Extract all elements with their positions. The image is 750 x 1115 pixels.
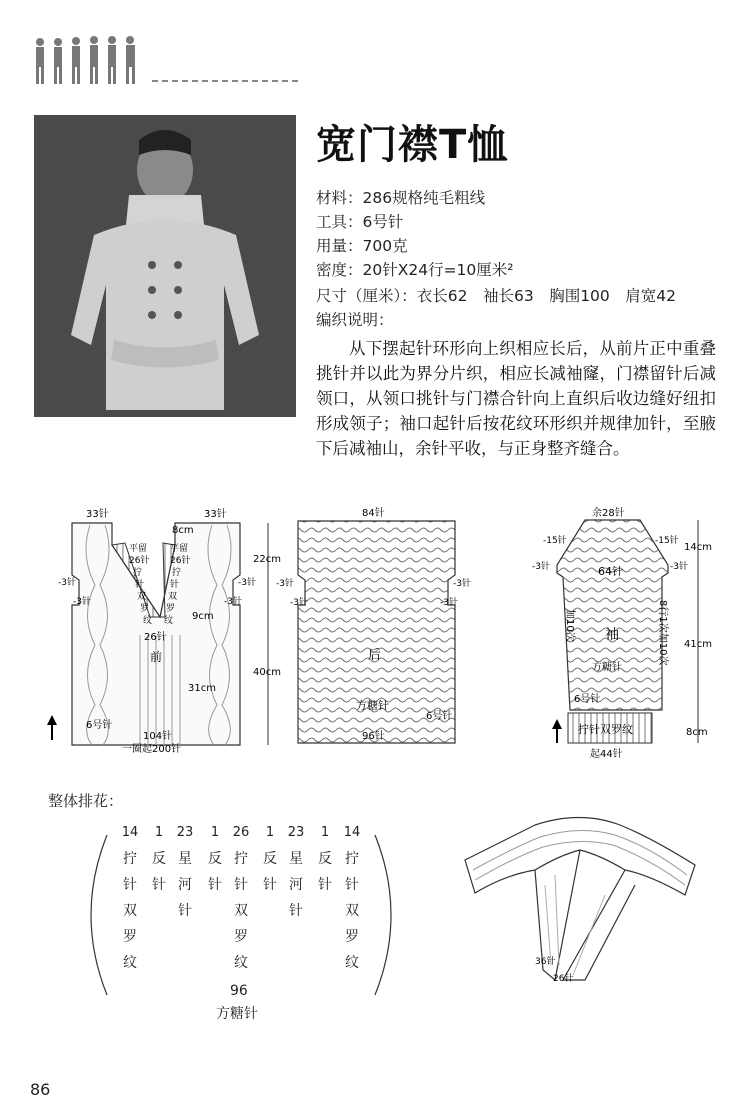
arrangement-column-char: 针 [123, 877, 137, 893]
sleeve-dec-left-2: -3针 [532, 562, 550, 572]
sleeve-count: 64针 [598, 565, 623, 578]
sleeve-label: 袖 [605, 627, 619, 643]
arrangement-column-char: 双 [345, 903, 359, 919]
arrangement-column-char: 拧 [123, 851, 137, 867]
arrangement-column-count: 14 [121, 825, 139, 840]
density-line: 密度：20针X24行=10厘米² [316, 261, 514, 279]
arrangement-column-count: 1 [265, 825, 275, 840]
collar-label-36: 36针 [535, 957, 556, 967]
front-left-band-2: 26针 [129, 556, 150, 566]
sleeve-pattern: 方糖针 [592, 662, 622, 673]
front-dec-right-1: -3针 [238, 578, 256, 588]
front-left-band-4: 针 [135, 580, 145, 590]
amount-line: 用量：700克 [316, 237, 408, 255]
front-depth-9: 9cm [192, 611, 214, 622]
arrangement-column-char: 针 [234, 877, 248, 893]
arrangement-column [147, 820, 171, 898]
sleeve-height-41: 41cm [684, 639, 712, 650]
arrangement-column [340, 820, 364, 976]
arrangement-column-char: 针 [345, 877, 359, 893]
page-number: 86 [30, 1080, 51, 1099]
instructions-paragraph: 从下摆起针环形向上织相应长后，从前片正中重叠挑针并以此为界分片织，相应长减袖窿，门襟留针后减领口，从领口挑针与门襟合针向上直织后收边缝好纽扣形成领子；袖口起针后按花纹环形织并规律加针，至腋下后减袖山，余针平收，与正身整齐缝合。 [316, 339, 716, 458]
arrangement-column-char: 反 [208, 851, 222, 867]
arrangement-column-count: 1 [154, 825, 164, 840]
front-right-band-2: 26针 [170, 556, 191, 566]
arrangement-column-char: 纹 [123, 955, 137, 971]
arrangement-column-char: 反 [318, 851, 332, 867]
arrangement-column-char: 罗 [234, 929, 248, 945]
front-height-40: 40cm [253, 667, 281, 678]
arrangement-column-count: 23 [287, 825, 305, 840]
arrangement-column-char: 拧 [234, 851, 248, 867]
front-top-left: 33针 [86, 509, 109, 520]
material-line: 材料：286规格纯毛粗线 [316, 189, 486, 207]
arrangement-column [284, 820, 308, 924]
front-right-band-5: 双 [168, 592, 178, 602]
front-top-right: 33针 [204, 509, 227, 520]
sleeve-cuff: 拧针双罗纹 [578, 723, 633, 736]
back-dec-left-1: -3针 [276, 579, 294, 589]
arrangement-column-char: 罗 [345, 929, 359, 945]
arrangement-column-count: 1 [320, 825, 330, 840]
collar-diagram [455, 815, 705, 995]
front-dec-right-2: -3针 [224, 597, 242, 607]
arrangement-total: 96 [230, 983, 248, 999]
back-label: 后 [368, 648, 382, 663]
back-bottom: 96针 [362, 731, 385, 742]
arrangement-column-char: 针 [263, 877, 277, 893]
back-pattern: 方糖针 [356, 699, 389, 712]
back-dec-right-2: -3针 [440, 598, 458, 608]
arrangement-column-count: 14 [343, 825, 361, 840]
arrangement-column-count: 26 [232, 825, 250, 840]
knitting-schematic-diagrams [0, 495, 750, 775]
front-left-band-6: 罗 [140, 604, 150, 614]
sleeve-top: 余28针 [592, 508, 625, 519]
arrangement-column-char: 针 [318, 877, 332, 893]
front-left-band-1: 平留 [129, 544, 148, 554]
arrangement-column [203, 820, 227, 898]
arrangement-title: 整体排花： [48, 792, 124, 810]
back-dec-left-2: -3针 [290, 598, 308, 608]
front-right-band-6: 罗 [166, 604, 176, 614]
arrangement-column [173, 820, 197, 924]
arrangement-column-char: 纹 [345, 955, 359, 971]
arrangement-column-char: 星 [289, 851, 303, 867]
arrangement-column-char: 双 [234, 903, 248, 919]
back-dec-right-1: -3针 [453, 579, 471, 589]
arrangement-column-char: 罗 [123, 929, 137, 945]
header-dashed-rule [152, 80, 298, 82]
front-right-band-7: 纹 [164, 616, 174, 626]
sleeve-dec-right-2: -3针 [670, 562, 688, 572]
sleeve-right-inc: 8行1次加10次 [657, 600, 668, 666]
sleeve-cast-on: 起44针 [590, 749, 623, 760]
front-bottom-count: 104针 [143, 731, 173, 742]
front-left-band-7: 纹 [143, 616, 153, 626]
model-photo [34, 115, 296, 417]
arrangement-column-char: 针 [152, 877, 166, 893]
arrangement-column-char: 星 [178, 851, 192, 867]
arrangement-column-char: 河 [289, 877, 303, 893]
front-right-band-3: 拧 [172, 568, 182, 578]
sleeve-dec-left: -15针 [543, 536, 567, 546]
arrangement-column-char: 反 [152, 851, 166, 867]
front-height-22: 22cm [253, 554, 281, 565]
tool-line: 工具：6号针 [316, 213, 404, 231]
arrangement-column [313, 820, 337, 898]
arrangement-column-count: 23 [176, 825, 194, 840]
sleeve-dec-right: -15针 [655, 536, 679, 546]
front-left-band-5: 双 [137, 592, 147, 602]
arrangement-column-char: 反 [263, 851, 277, 867]
arrangement-column-char: 双 [123, 903, 137, 919]
front-needle: 6号针 [86, 720, 113, 731]
size-line: 尺寸（厘米）：衣长62 袖长63 胸围100 肩宽42 [316, 287, 677, 305]
instructions-label: 编织说明： [316, 311, 394, 329]
arrangement-column-char: 拧 [345, 851, 359, 867]
sleeve-height-8: 8cm [686, 727, 708, 738]
sleeve-left-inc: 加10次 [564, 609, 575, 642]
arrangement-column-count: 1 [210, 825, 220, 840]
arrangement-column-char: 针 [289, 903, 303, 919]
front-right-band-1: 平留 [170, 544, 189, 554]
sleeve-needle: 6号针 [574, 694, 601, 705]
front-center-count: 26针 [144, 632, 167, 643]
arrangement-column-char: 针 [178, 903, 192, 919]
front-dec-left-2: -3针 [73, 597, 91, 607]
arrangement-column-char: 纹 [234, 955, 248, 971]
arrangement-column [258, 820, 282, 898]
arrangement-total-label: 方糖针 [216, 1006, 258, 1022]
front-left-band-3: 拧 [133, 568, 143, 578]
collar-label-26: 26针 [553, 974, 574, 984]
front-dec-left-1: -3针 [58, 578, 76, 588]
arrangement-column-char: 针 [208, 877, 222, 893]
front-cast-on: 一圈起200针 [122, 744, 182, 755]
arrangement-column [229, 820, 253, 976]
arrangement-column-char: 河 [178, 877, 192, 893]
front-label: 前 [150, 650, 163, 664]
front-depth-31: 31cm [188, 683, 216, 694]
page-title: 宽门襟T恤 [316, 122, 509, 168]
back-top: 84针 [362, 508, 385, 519]
front-right-band-4: 针 [170, 580, 180, 590]
front-neck-gap: 8cm [172, 525, 194, 536]
arrangement-column [118, 820, 142, 976]
silhouette-figures-decoration [30, 36, 150, 86]
back-needle: 6号针 [426, 711, 453, 722]
sleeve-height-14: 14cm [684, 542, 712, 553]
